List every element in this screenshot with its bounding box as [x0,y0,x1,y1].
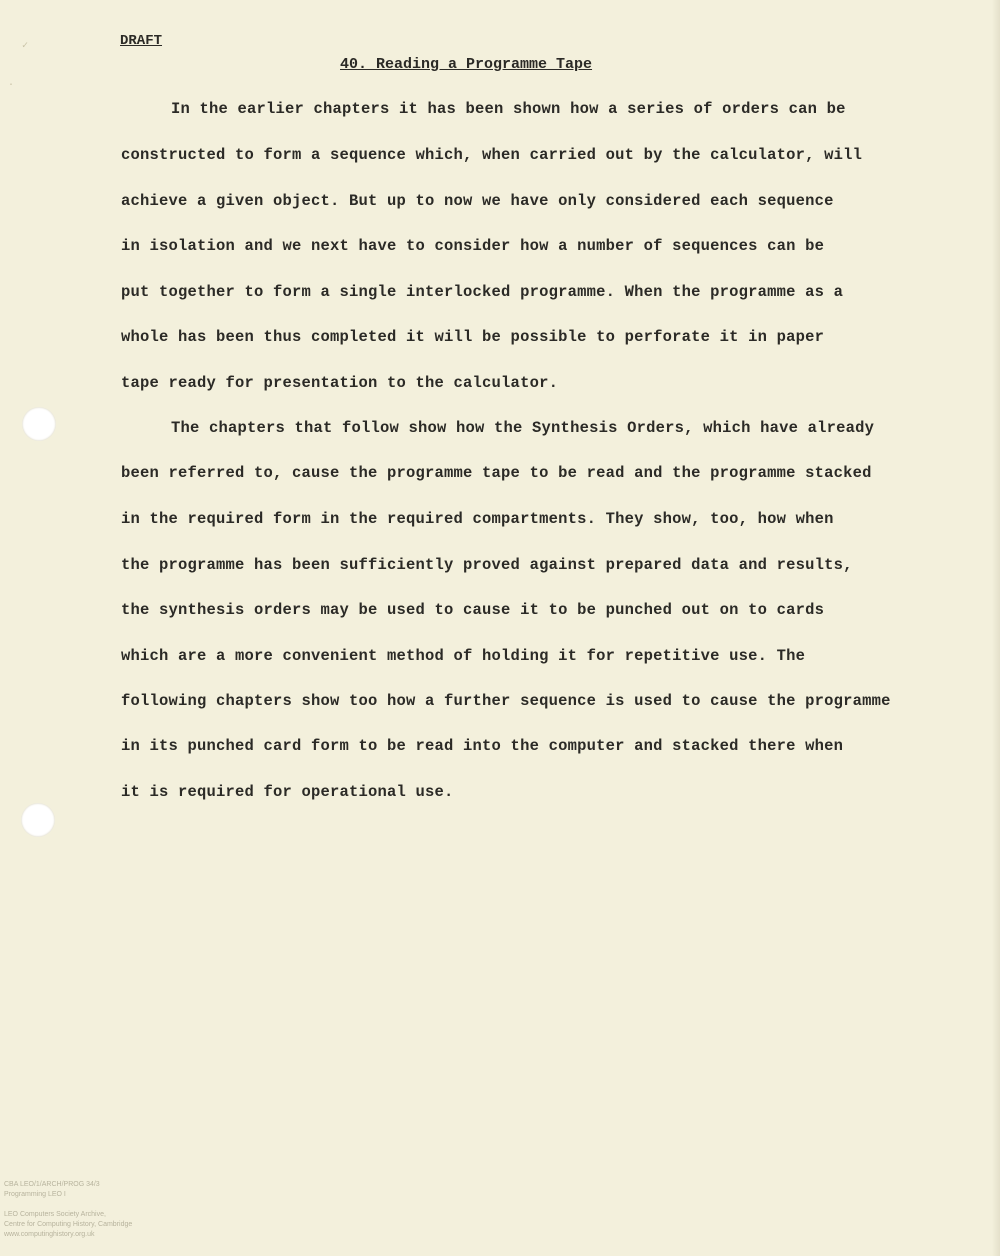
draft-label: DRAFT [120,33,163,49]
punch-hole-top [22,407,56,441]
text-line: it is required for operational use. [121,783,454,801]
text-line: achieve a given object. But up to now we have only considered each sequence [121,192,834,210]
text-line: tape ready for presentation to the calculator. [121,374,559,392]
text-line: constructed to form a sequence which, when carried out by the calculator, will [121,146,863,164]
text-line: following chapters show too how a further sequence is used to cause the programme [121,692,891,710]
text-line: been referred to, cause the programme tape to be read and the programme stacked [121,464,872,482]
text-line: whole has been thus completed it will be possible to perforate it in paper [121,328,825,346]
punch-hole-bottom [21,803,55,837]
text-line: the programme has been sufficiently proved against prepared data and results, [121,556,853,574]
text-line: the synthesis orders may be used to cause it to be punched out on to cards [121,601,825,619]
text-line: in isolation and we next have to consider how a number of sequences can be [121,237,825,255]
page-edge [992,0,1000,1256]
archive-line: LEO Computers Society Archive, [4,1211,106,1218]
archive-stamp [4,1180,132,1240]
archive-line: Centre for Computing History, Cambridge [4,1221,133,1228]
text-line: The chapters that follow show how the Synthesis Orders, which have already [171,419,875,437]
margin-mark: ✓ [22,41,29,52]
archive-line: CBA LEO/1/ARCH/PROG 34/3 [4,1181,100,1188]
page-title: 40. Reading a Programme Tape [340,56,593,73]
text-line: put together to form a single interlocked programme. When the programme as a [121,283,844,301]
text-line: in its punched card form to be read into the computer and stacked there when [121,737,844,755]
archive-line: www.computinghistory.org.uk [4,1231,95,1238]
margin-mark: · [8,80,15,91]
text-line: in the required form in the required compartments. They show, too, how when [121,510,834,528]
archive-line: Programming LEO I [4,1191,66,1198]
text-line: In the earlier chapters it has been shown how a series of orders can be [171,100,846,118]
text-line: which are a more convenient method of holding it for repetitive use. The [121,647,806,665]
